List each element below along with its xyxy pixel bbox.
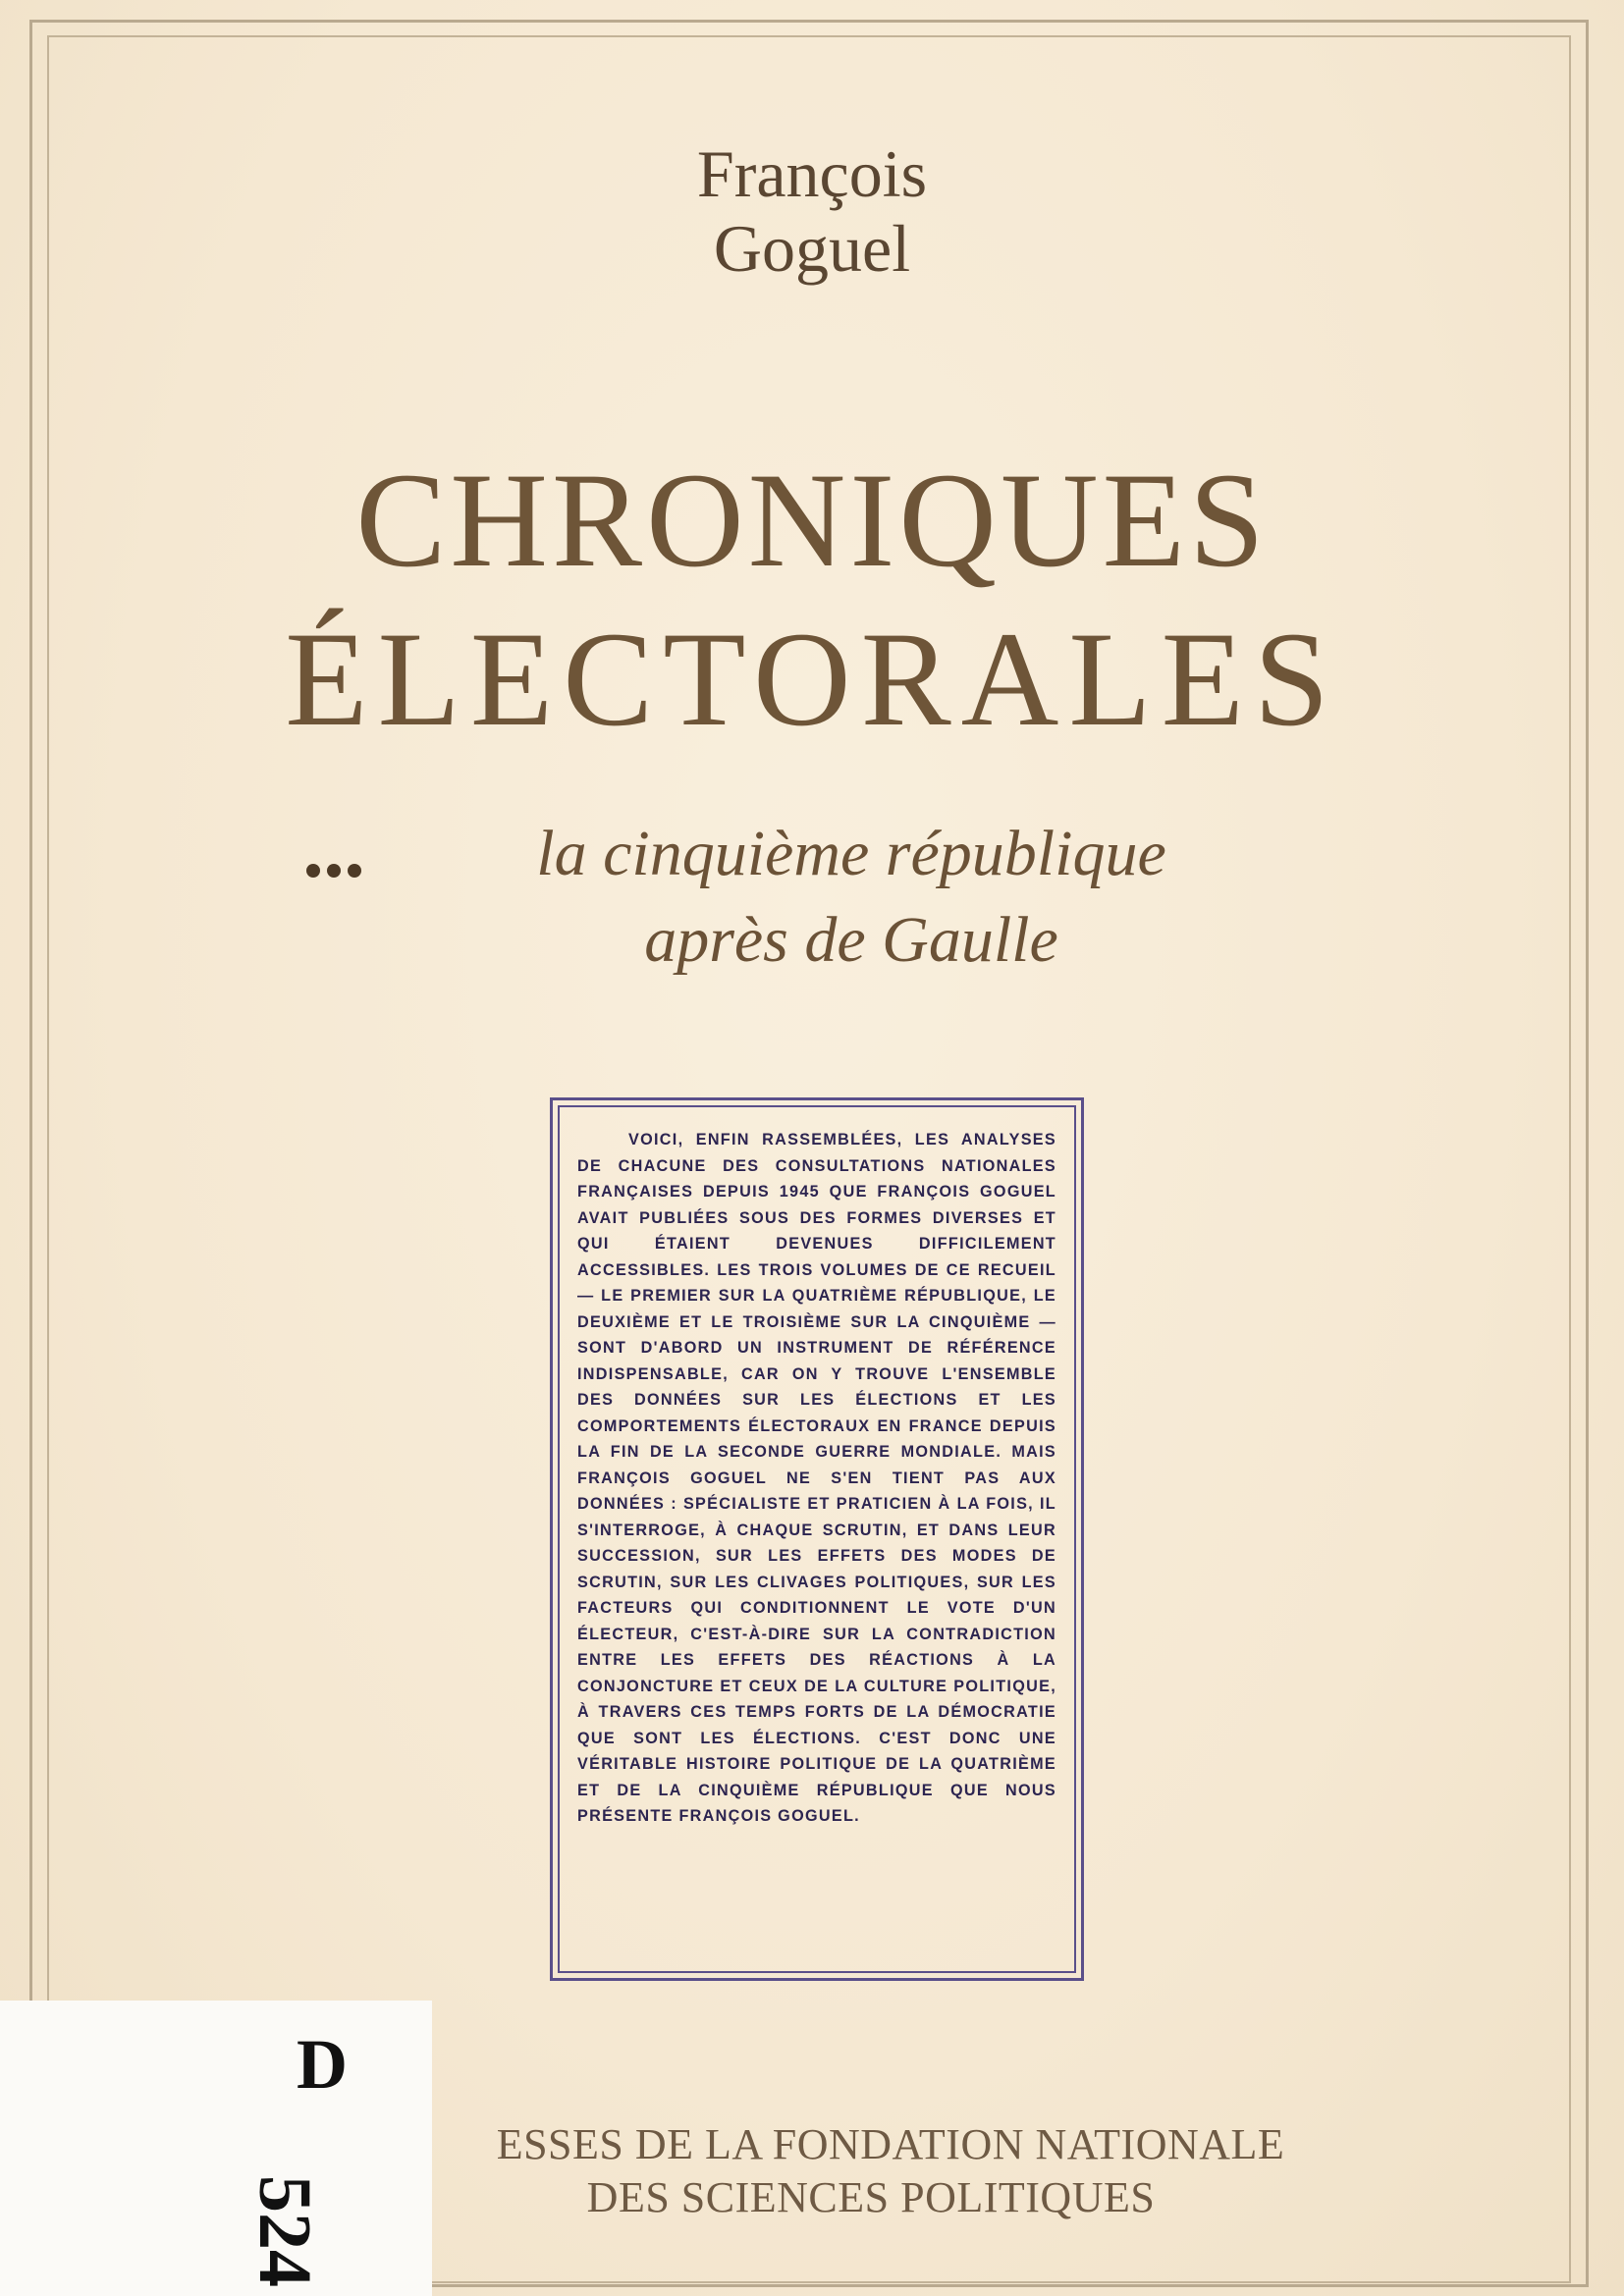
call-number-letter: D — [297, 2025, 348, 2104]
title-line-2: ÉLECTORALES — [285, 604, 1339, 754]
subtitle-line-2: après de Gaulle — [644, 904, 1058, 976]
library-call-number-label — [0, 2001, 432, 2296]
author-last-name: Goguel — [713, 211, 911, 286]
publisher-line-2: DES SCIENCES POLITIQUES — [586, 2173, 1156, 2221]
call-number-digits: 524 — [244, 2175, 326, 2287]
blurb-inner-frame — [558, 1105, 1076, 1973]
subtitle-line-1: la cinquième république — [536, 818, 1166, 889]
call-number-digits-wrap — [244, 2175, 332, 2296]
author-first-name: François — [696, 136, 928, 211]
publisher-line-1: ESSES DE LA FONDATION NATIONALE — [496, 2120, 1285, 2168]
title-line-1: CHRONIQUES — [355, 445, 1269, 595]
blurb-frame — [550, 1097, 1084, 1981]
blurb-text: VOICI, ENFIN RASSEMBLÉES, LES ANALYSES DE CHACUNE DES CONSULTATIONS NATIONALES FRANÇAISES DEPUIS 1945 QUE FRANÇOIS GOGUEL AVAIT PUBLIÉES SOUS DES FORMES DIVERSES ET QUI ÉTAIENT DEVENUES DIFFICILEMENT ACCESSIBLES. LES TROIS VOLUMES DE CE RECUEIL — LE PREMIER SUR LA QUATRIÈME RÉPUBLIQUE, LE DEUXIÈME ET LE TROISIÈME SUR LA CINQUIÈME — SONT D'ABORD UN INSTRUMENT DE RÉFÉRENCE INDISPENSABLE, CAR ON Y TROUVE L'ENSEMBLE DES DONNÉES SUR LES ÉLECTIONS ET LES COMPORTEMENTS ÉLECTORAUX EN FRANCE DEPUIS LA FIN DE LA SECONDE GUERRE MONDIALE. MAIS FRANÇOIS GOGUEL NE S'EN TIENT PAS AUX DONNÉES : SPÉCIALISTE ET PRATICIEN À LA FOIS, IL S'INTERROGE, À CHAQUE SCRUTIN, ET DANS LEUR SUCCESSION, SUR LES EFFETS DES MODES DE SCRUTIN, SUR LES CLIVAGES POLITIQUES, SUR LES FACTEURS QUI CONDITIONNENT LE VOTE D'UN ÉLECTEUR, C'EST-À-DIRE SUR LA CONTRADICTION ENTRE LES EFFETS DES RÉACTIONS À LA CONJONCTURE ET CEUX DE LA CULTURE POLITIQUE, À TRAVERS CES TEMPS FORTS DE LA DÉMOCRATIE QUE SONT LES ÉLECTIONS. C'EST DONC UNE VÉRITABLE HISTOIRE POLITIQUE DE LA QUATRIÈME ET DE LA CINQUIÈME RÉPUBLIQUE QUE NOUS PRÉSENTE FRANÇOIS GOGUEL. — [577, 1131, 1056, 1825]
